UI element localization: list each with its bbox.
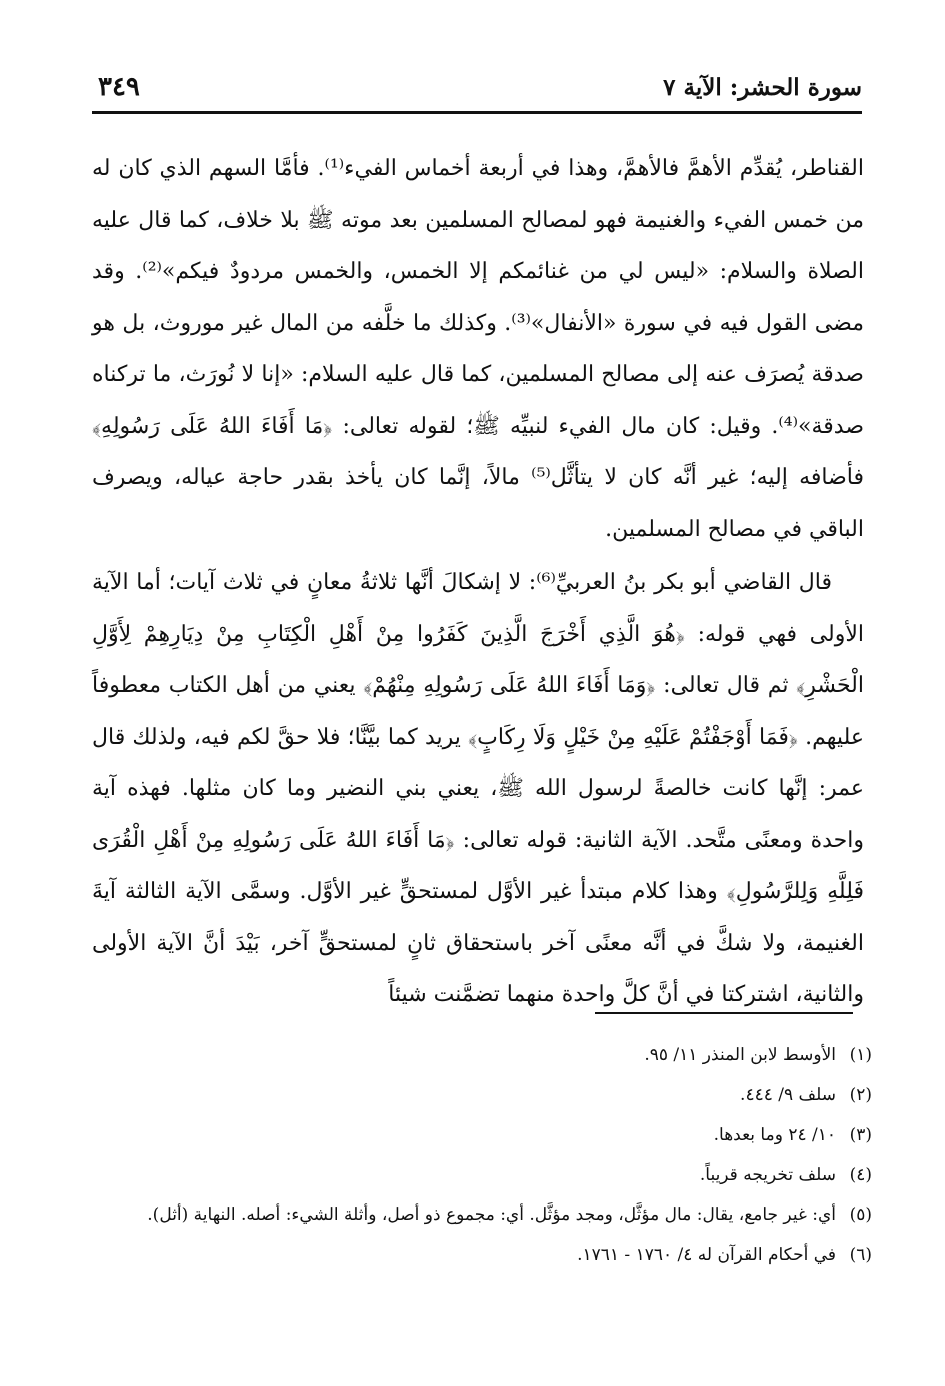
running-title: سورة الحشر: الآية ٧	[663, 74, 862, 101]
footnotes	[92, 1040, 872, 1280]
paragraph-2: قال القاضي أبو بكر بنُ العربيِّ⁽⁶⁾: لا إشكالَ أنَّها ثلاثةُ معانٍ في ثلاث آيات؛ أما الآية الأولى فهي قوله: ﴿هُوَ الَّذِي أَخْرَجَ الَّذِينَ كَفَرُوا مِنْ أَهْلِ الْكِتَابِ مِنْ دِيَارِهِمْ لِأَوَّلِ الْحَشْرِ﴾ ثم قال تعالى: ﴿وَمَا أَفَاءَ اللهُ عَلَى رَسُولِهِ مِنْهُمْ﴾ يعني من أهل الكتاب معطوفاً عليهم. ﴿فَمَا أَوْجَفْتُمْ عَلَيْهِ مِنْ خَيْلٍ وَلَا رِكَابٍ﴾ يريد كما بيَّنَّا؛ فلا حقَّ لكم فيه، ولذلك قال عمر: إنَّها كانت خالصةً لرسول الله ﷺ، يعني بني النضير وما كان مثلها. فهذه آية واحدة ومعنًى متَّحد. الآية الثانية: قوله تعالى: ﴿مَا أَفَاءَ اللهُ عَلَى رَسُولِهِ مِنْ أَهْلِ الْقُرَى فَلِلَّهِ وَلِلرَّسُولِ﴾ وهذا كلام مبتدأ غير الأوَّل لمستحقٍّ غير الأوَّل. وسمَّى الآية الثالثة آيةَ الغنيمة، ولا شكَّ في أنَّه معنًى آخر باستحقاق ثانٍ لمستحقٍّ آخر، بَيْدَ أنَّ الآية الأولى والثانية، اشتركتا في أنَّ كلَّ واحدة منهما تضمَّنت شيئاً	[92, 570, 864, 1007]
footnote-text: سلف ٩/ ٤٤٤.	[740, 1085, 836, 1105]
footnote-number: (٣)	[849, 1125, 872, 1145]
footnote-number: (٢)	[849, 1085, 872, 1105]
footnote-4	[92, 1160, 872, 1191]
footnote-number: (٥)	[849, 1205, 872, 1225]
footnote-text: ١٠/ ٢٤ وما بعدها.	[713, 1125, 836, 1145]
footnote-text: أي: غير جامع، يقال: مال مؤثَّل، ومجد مؤثَّل. أي: مجموع ذو أصل، وأثلة الشيء: أصله. النهاية (أثل).	[147, 1205, 836, 1225]
footnote-1	[92, 1040, 872, 1071]
footnote-separator	[595, 1012, 853, 1014]
footnote-number: (١)	[849, 1045, 872, 1065]
footnote-2	[92, 1080, 872, 1111]
header-rule	[92, 111, 862, 114]
footnote-number: (٤)	[849, 1165, 872, 1185]
paragraph-1: القناطر، يُقدِّم الأهمَّ فالأهمَّ، وهذا في أربعة أخماس الفيء⁽¹⁾. فأمَّا السهم الذي كان له من خمس الفيء والغنيمة فهو لمصالح المسلمين بعد موته ﷺ بلا خلاف، كما قال عليه الصلاة والسلام: «ليس لي من غنائمكم إلا الخمس، والخمس مردودٌ فيكم»⁽²⁾. وقد مضى القول فيه في سورة «الأنفال»⁽³⁾. وكذلك ما خلَّفه من المال غير موروث، بل هو صدقة يُصرَف عنه إلى مصالح المسلمين، كما قال عليه السلام: «إنا لا نُورَث، ما تركناه صدقة»⁽⁴⁾. وقيل: كان مال الفيء لنبيِّه ﷺ؛ لقوله تعالى: ﴿مَا أَفَاءَ اللهُ عَلَى رَسُولِهِ﴾ فأضافه إليه؛ غير أنَّه كان لا يتأثَّل⁽⁵⁾ مالاً، إنَّما كان يأخذ بقدر حاجة عياله، ويصرف الباقي في مصالح المسلمين.	[92, 156, 865, 542]
footnote-text: في أحكام القرآن له ٤/ ١٧٦٠ - ١٧٦١.	[577, 1245, 836, 1265]
footnote-5	[92, 1200, 872, 1231]
page-number: ٣٤٩	[98, 72, 140, 102]
footnote-text: الأوسط لابن المنذر ١١/ ٩٥.	[644, 1045, 836, 1065]
footnote-text: سلف تخريجه قريباً.	[699, 1165, 836, 1185]
footnote-3	[92, 1120, 872, 1151]
main-text	[92, 143, 864, 1021]
footnote-number: (٦)	[849, 1245, 872, 1265]
page-header	[92, 68, 862, 114]
footnote-6	[92, 1240, 872, 1271]
